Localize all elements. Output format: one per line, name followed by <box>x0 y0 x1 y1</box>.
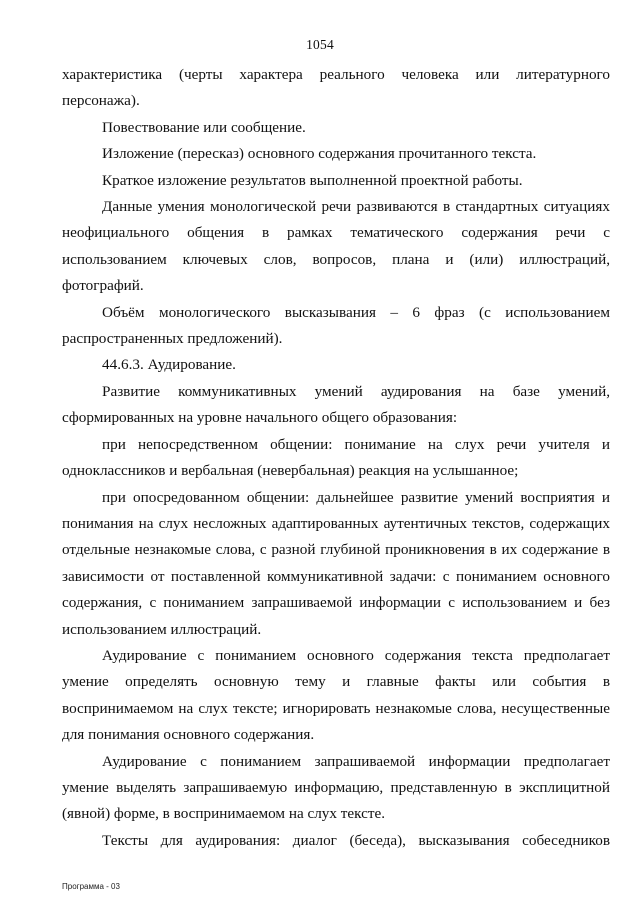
paragraph-main-content-listening: Аудирование с пониманием основного содержания текста предполагает умение определять основную тему и главные факты или события в воспринимаемом на слух тексте; игнорировать незнакомые слова, несущественные для понимания основного содержания. <box>62 646 610 744</box>
paragraph-requested-info-listening: Аудирование с пониманием запрашиваемой информации предполагает умение выделять запрашиваемую информацию, представленную в эксплицитной (явной) форме, в воспринимаемом на слух тексте. <box>62 752 610 823</box>
paragraph-monologue-skills: Данные умения монологической речи развиваются в стандартных ситуациях неофициального общения в рамках тематического содержания речи с использованием ключевых слов, вопросов, плана и (или) иллюстраций, фотографий. <box>62 198 610 295</box>
paragraph-listening-development: Развитие коммуникативных умений аудирования на базе умений, сформированных на уровне начального общего образования: <box>62 382 610 427</box>
paragraph-continuation: характеристика (черты характера реального человека или литературного персонажа). <box>62 66 610 110</box>
page-body <box>62 62 610 854</box>
paragraph-direct-communication: при непосредственном общении: понимание на слух речи учителя и одноклассников и вербальная (невербальная) реакция на услышанное; <box>62 435 610 480</box>
page-number: 1054 <box>306 37 334 52</box>
footer-program-label: Программа - 03 <box>62 882 120 891</box>
paragraph-indirect-communication: при опосредованном общении: дальнейшее развитие умений восприятия и понимания на слух несложных адаптированных аутентичных текстов, содержащих отдельные незнакомые слова, с разной глубиной проникновения в их содержание в зависимости от поставленной коммуникативной задачи: с пониманием основного содержания, с пониманием запрашиваемой информации с использованием и без использованием иллюстраций. <box>62 488 610 638</box>
paragraph-narration: Повествование или сообщение. <box>102 118 306 136</box>
paragraph-retelling: Изложение (пересказ) основного содержания прочитанного текста. <box>102 145 537 163</box>
paragraph-listening-texts: Тексты для аудирования: диалог (беседа), высказывания собеседников <box>102 831 610 849</box>
paragraph-monologue-volume: Объём монологического высказывания – 6 фраз (с использованием распространенных предложений). <box>62 303 610 348</box>
section-heading-listening: 44.6.3. Аудирование. <box>102 356 236 374</box>
paragraph-project-summary: Краткое изложение результатов выполненной проектной работы. <box>102 171 523 189</box>
